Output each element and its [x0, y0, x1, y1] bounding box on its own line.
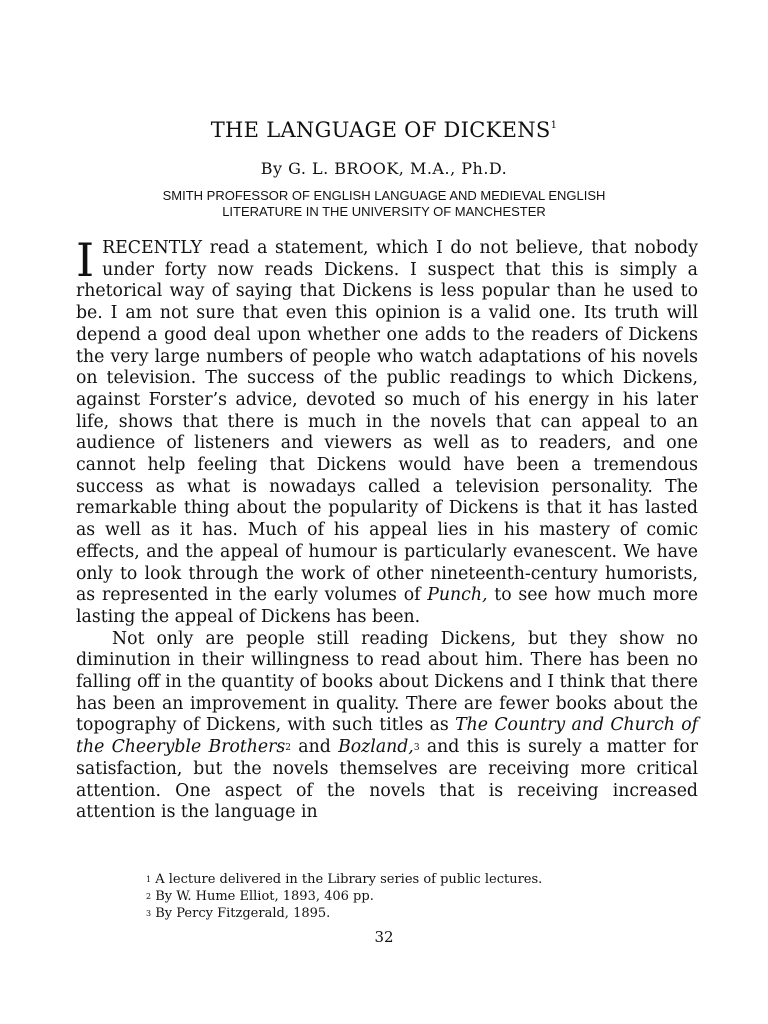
- paragraph-2: Not only are people still reading Dickens, but they show no diminution in their willingness to read about him. There has been no falling off in the quantity of books about Dickens and I think that there has been an improvement in quality. There are fewer books about the topography of Dickens, with such titles as The Country and Church of the Cheeryble Brothers$^2$ and Bozland,$^3$ and this is surely a matter for satisfaction, but the novels themselves are receiving more critical attention. One aspect of the novels that is receiving increased attention is the language in: [76, 628, 699, 823]
- footnote-1: $^1$ A lecture delivered in the Library series of public lectures.: [146, 872, 543, 887]
- author-byline: By G. L. BROOK, M.A., Ph.D.: [260, 159, 508, 178]
- footnotes: [146, 871, 706, 922]
- drop-cap: I: [76, 233, 95, 287]
- article-body: [76, 233, 699, 824]
- page-number: 32: [374, 928, 394, 946]
- paragraph-1: IRECENTLY read a statement, which I do not believe, that nobody under forty now reads Dickens. I suspect that this is simply a rhetorical way of saying that Dickens is less popular than he used to be. I am not sure that even this opinion is a valid one. Its truth will depend a good deal upon whether one adds to the readers of Dickens the very large numbers of people who watch adaptations of his novels on television. The success of the public readings to which Dickens, against Forster’s advice, devoted so much of his energy in his later life, shows that there is much in the novels that can appeal to an audience of listeners and viewers as well as to readers, and one cannot help feeling that Dickens would have been a tremendous success as what is nowadays called a television personality. The remarkable thing about the popularity of Dickens is that it has lasted as well as it has. Much of his appeal lies in his mastery of comic effects, and the appeal of humour is particularly evanescent. We have only to look through the work of other nineteenth-century humorists, as represented in the early volumes of Punch, to see how much more lasting the appeal of Dickens has been.: [76, 233, 698, 627]
- article-title: THE LANGUAGE OF DICKENS$^1$: [210, 118, 558, 142]
- author-affiliation: SMITH PROFESSOR OF ENGLISH LANGUAGE AND MEDIEVAL ENGLISH LITERATURE IN THE UNIVERSITY OF MANCHESTER: [162, 188, 606, 219]
- footnote-3: $^3$ By Percy Fitzgerald, 1895.: [146, 906, 331, 921]
- footnote-2: $^2$ By W. Hume Elliot, 1893, 406 pp.: [146, 889, 374, 904]
- footnote-ref-3: 3: [413, 743, 420, 754]
- footnote-ref-2: 2: [285, 743, 292, 754]
- footnote-ref-1: 1: [550, 120, 558, 131]
